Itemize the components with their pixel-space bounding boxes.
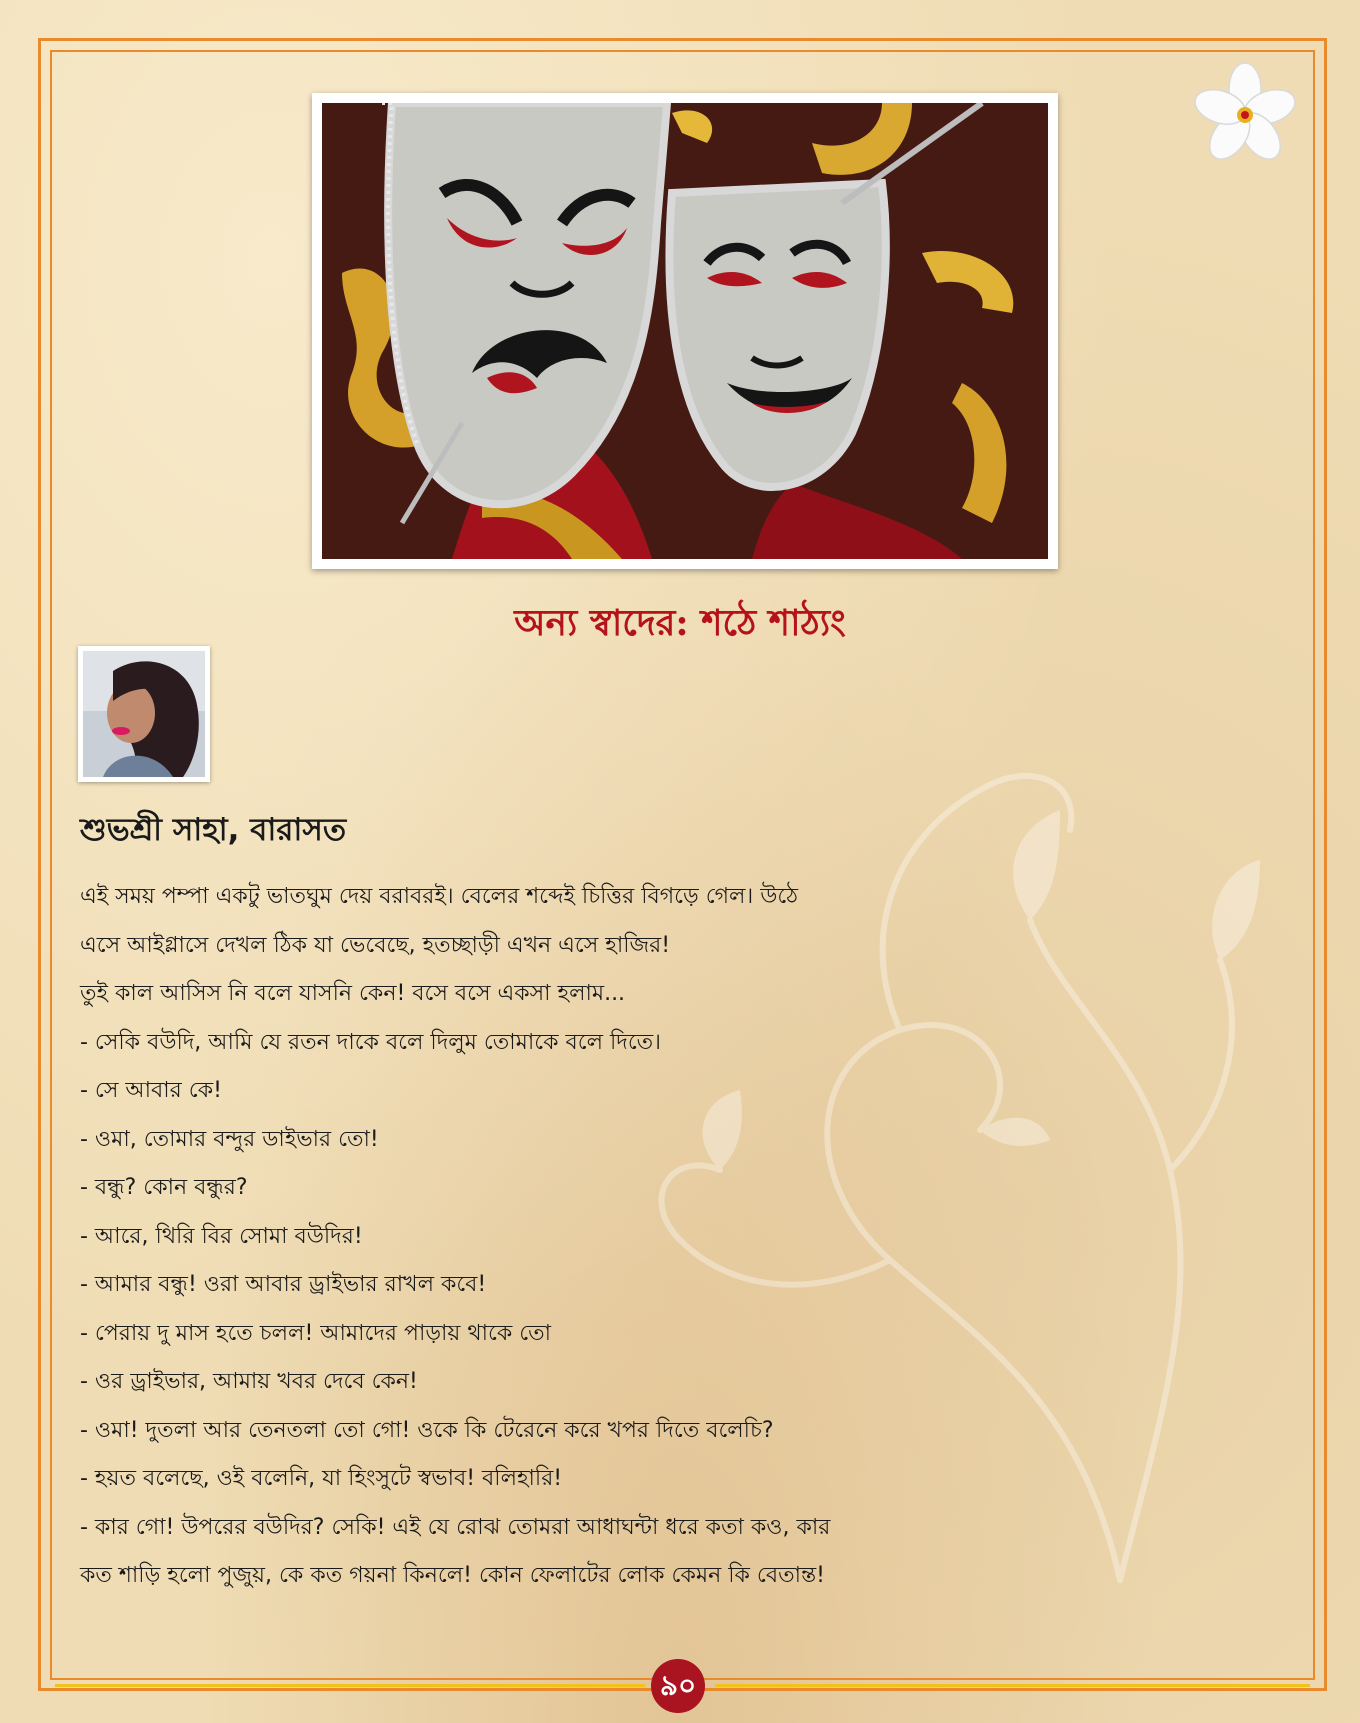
white-flower-icon (1190, 60, 1300, 170)
story-line: - আমার বন্ধু! ওরা আবার ড্রাইভার রাখল কবে! (80, 1272, 487, 1297)
article-title: অন্য স্বাদের: শঠে শাঠ্যং (514, 602, 846, 644)
story-line: এই সময় পম্পা একটু ভাতঘুম দেয় বরাবরই। বেলের শব্দেই চিত্তির বিগড়ে গেল। উঠে (80, 884, 799, 909)
author-avatar (78, 646, 210, 782)
story-line: - সেকি বউদি, আমি যে রতন দাকে বলে দিলুম তোমাকে বলে দিতে। (80, 1029, 662, 1055)
story-line: - ওমা, তোমার বন্দুর ডাইভার তো! (80, 1126, 379, 1152)
author-portrait (83, 651, 205, 777)
footer-rule-left (55, 1684, 645, 1687)
story-line: এসে আইগ্লাসে দেখল ঠিক যা ভেবেছে, হতচ্ছাড়ী এখন এসে হাজির! (80, 932, 671, 958)
page-number-badge: ৯০ (651, 1659, 705, 1713)
story-line: - কার গো! উপরের বউদির? সেকি! এই যে রোঝ তোমরা আধাঘন্টা ধরে কতা কও, কার (80, 1514, 831, 1540)
story-line: - সে আবার কে! (80, 1078, 222, 1103)
story-line: কত শাড়ি হলো পুজুয়, কে কত গয়না কিনলে! কোন ফেলাটের লোক কেমন কি বেতান্ত! (80, 1563, 825, 1588)
story-line: - ওর ড্রাইভার, আমায় খবর দেবে কেন! (80, 1369, 418, 1394)
story-line: তুই কাল আসিস নি বলে যাসনি কেন! বসে বসে একসা হলাম... (80, 981, 626, 1006)
story-line: - বন্ধু? কোন বন্ধুর? (80, 1175, 248, 1200)
footer-rule-right (715, 1684, 1310, 1687)
artwork-frame (312, 93, 1058, 569)
story-line: - ওমা! দুতলা আর তেনতলা তো গো! ওকে কি টেরেনে করে খপর দিতে বলেচি? (80, 1417, 774, 1443)
author-name: শুভশ্রী সাহা, বারাসত (80, 812, 347, 848)
story-line: - হয়ত বলেছে, ওই বলেনি, যা হিংসুটে স্বভাব! বলিহারি! (80, 1466, 563, 1491)
comedy-tragedy-masks-painting (322, 103, 1048, 559)
story-line: - পেরায় দু মাস হতে চলল! আমাদের পাড়ায় থাকে তো (80, 1320, 552, 1346)
story-line: - আরে, থিরি বির সোমা বউদির! (80, 1223, 363, 1249)
story-body (80, 873, 1290, 1601)
